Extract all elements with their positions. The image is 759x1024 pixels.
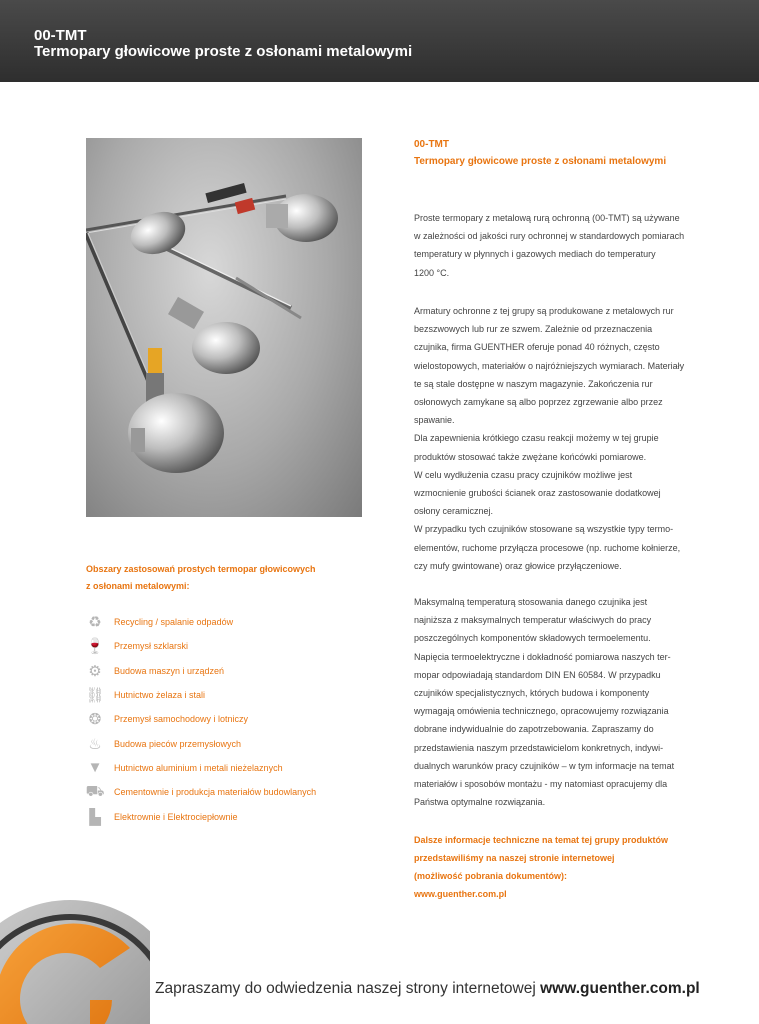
list-item	[86, 804, 316, 828]
paragraph-armatures	[414, 302, 714, 575]
footer-website-link[interactable]: www.guenther.com.pl	[540, 980, 700, 997]
text-line: bezszwowych lub rur ze szwem. Zależnie od przeznaczenia	[414, 324, 653, 335]
application-label: Przemysł szklarski	[114, 641, 189, 652]
application-label: Elektrownie i Elektrociepłownie	[114, 811, 238, 822]
text-line: produktów stosować także zwężane końcówki pomiarowe.	[414, 451, 647, 462]
application-label: Budowa maszyn i urządzeń	[114, 665, 225, 676]
text-line: przedstawiliśmy na naszej stronie internetowej	[414, 853, 615, 863]
text-line: wymagają omówienia technicznego, opracowujemy rozwiązania	[414, 706, 669, 717]
text-line: czy mufy gwintowane) oraz głowice przyłączeniowe.	[414, 560, 622, 571]
list-item	[86, 610, 316, 634]
more-info	[414, 831, 714, 903]
text-line: W celu wydłużenia czasu pracy czujników możliwe jest	[414, 469, 633, 480]
application-label: Budowa pieców przemysłowych	[114, 738, 242, 749]
text-line: materiałów i sposobów montażu - my natomiast opracujemy dla	[414, 779, 668, 790]
paragraph-temperature	[414, 593, 714, 811]
website-link[interactable]: www.guenther.com.pl	[414, 889, 507, 899]
text-line: osłony ceramicznej.	[414, 506, 494, 517]
text-line: wielostopowych, materiałów o najróżniejszych wymiarach. Materiały	[414, 360, 685, 371]
application-label: Przemysł samochodowy i lotniczy	[114, 714, 249, 725]
chain-icon: ⛓	[85, 687, 105, 705]
text-line: Dalsze informacje techniczne na temat tej grupy produktów	[414, 835, 669, 845]
text-line: spawanie.	[414, 415, 455, 426]
paragraph-intro	[414, 209, 714, 282]
powerplant-icon: ▙	[89, 808, 101, 826]
text-line: elementów, ruchome przyłącza procesowe (np. ruchome kołnierze,	[414, 542, 681, 553]
application-label: Hutnictwo aluminium i metali nieżelaznych	[114, 762, 283, 773]
guenther-logo	[0, 888, 150, 1024]
list-item	[86, 756, 316, 780]
text-line: temperatury w płynnych i gazowych mediach do temperatury	[414, 249, 656, 260]
footer-text: Zapraszamy do odwiedzenia naszej strony internetowej	[155, 980, 536, 997]
application-label: Recycling / spalanie odpadów	[114, 617, 234, 628]
product-photo	[86, 138, 362, 517]
applications-heading-line2: z osłonami metalowymi:	[86, 581, 190, 591]
text-line: Państwa optymalne rozwiązania.	[414, 797, 546, 808]
text-line: te są stale dostępne w naszym magazynie. Zakończenia rur	[414, 378, 653, 389]
text-line: W przypadku tych czujników stosowane są wszystkie typy termo-	[414, 524, 674, 535]
text-line: poszczególnych komponentów składowych termoelementu.	[414, 633, 651, 644]
description-code: 00-TMT	[414, 139, 449, 150]
thermocouples-illustration	[86, 138, 362, 517]
text-line: Proste termopary z metalową rurą ochronną (00-TMT) są używane	[414, 213, 680, 223]
application-label: Hutnictwo żelaza i stali	[114, 690, 206, 701]
text-line: w zależności od jakości rury ochronnej w standardowych pomiarach	[414, 231, 685, 242]
application-label: Cementownie i produkcja materiałów budowlanych	[114, 787, 317, 798]
recycling-icon: ♻	[88, 614, 102, 632]
cement-icon: ⛟	[85, 782, 105, 800]
glass-icon: 🍷	[85, 638, 105, 656]
furnace-icon: ♨	[88, 735, 102, 753]
text-line: 1200 °C.	[414, 267, 450, 278]
applications-heading-line1: Obszary zastosowań prostych termopar głowicowych	[86, 564, 316, 574]
list-item	[86, 659, 316, 683]
text-line: czujnika, firma GUENTHER oferuje ponad 40 różnych, często	[414, 342, 660, 353]
list-item	[86, 683, 316, 707]
header-title: Termopary głowicowe proste z osłonami metalowymi	[34, 43, 413, 60]
gears-icon: ⚙	[88, 662, 102, 680]
text-line: dobrane indywidualnie do zapotrzebowania. Zapraszamy do	[414, 724, 654, 735]
list-item	[86, 780, 316, 804]
text-line: czujników specjalistycznych, których budowa i komponenty	[414, 688, 650, 699]
wheel-icon: ❂	[88, 711, 102, 729]
applications-list	[86, 610, 316, 829]
text-line: mopar odpowiadają standardom DIN EN 60584. W przypadku	[414, 669, 661, 680]
list-item	[86, 707, 316, 731]
text-line: dualnych warunków pracy czujników – w tym informacje na temat	[414, 760, 675, 771]
page-header	[0, 0, 759, 82]
text-line: Armatury ochronne z tej grupy są produkowane z metalowych rur	[414, 306, 674, 316]
ladle-icon: ▼	[87, 759, 103, 777]
text-line: Napięcia termoelektryczne i dokładność pomiarowa naszych ter-	[414, 651, 671, 662]
footer-invitation	[155, 980, 700, 998]
list-item	[86, 634, 316, 658]
applications-heading	[86, 561, 356, 595]
text-line: Maksymalną temperaturą stosowania danego czujnika jest	[414, 597, 648, 607]
description-title: Termopary głowicowe proste z osłonami metalowymi	[414, 156, 667, 167]
text-line: osłonowych zamykane są albo poprzez zgrzewanie albo przez	[414, 397, 663, 408]
header-code: 00-TMT	[34, 27, 87, 44]
list-item	[86, 731, 316, 755]
text-line: przedstawienia naszym przedstawicielom konkretnych, indywi-	[414, 742, 664, 753]
text-line: Dla zapewnienia krótkiego czasu reakcji możemy w tej grupie	[414, 433, 659, 444]
text-line: (możliwość pobrania dokumentów):	[414, 871, 568, 881]
text-line: wzmocnienie grubości ścianek oraz zastosowanie dodatkowej	[414, 488, 661, 499]
text-line: najniższa z maksymalnych temperatur właściwych do pracy	[414, 615, 652, 626]
